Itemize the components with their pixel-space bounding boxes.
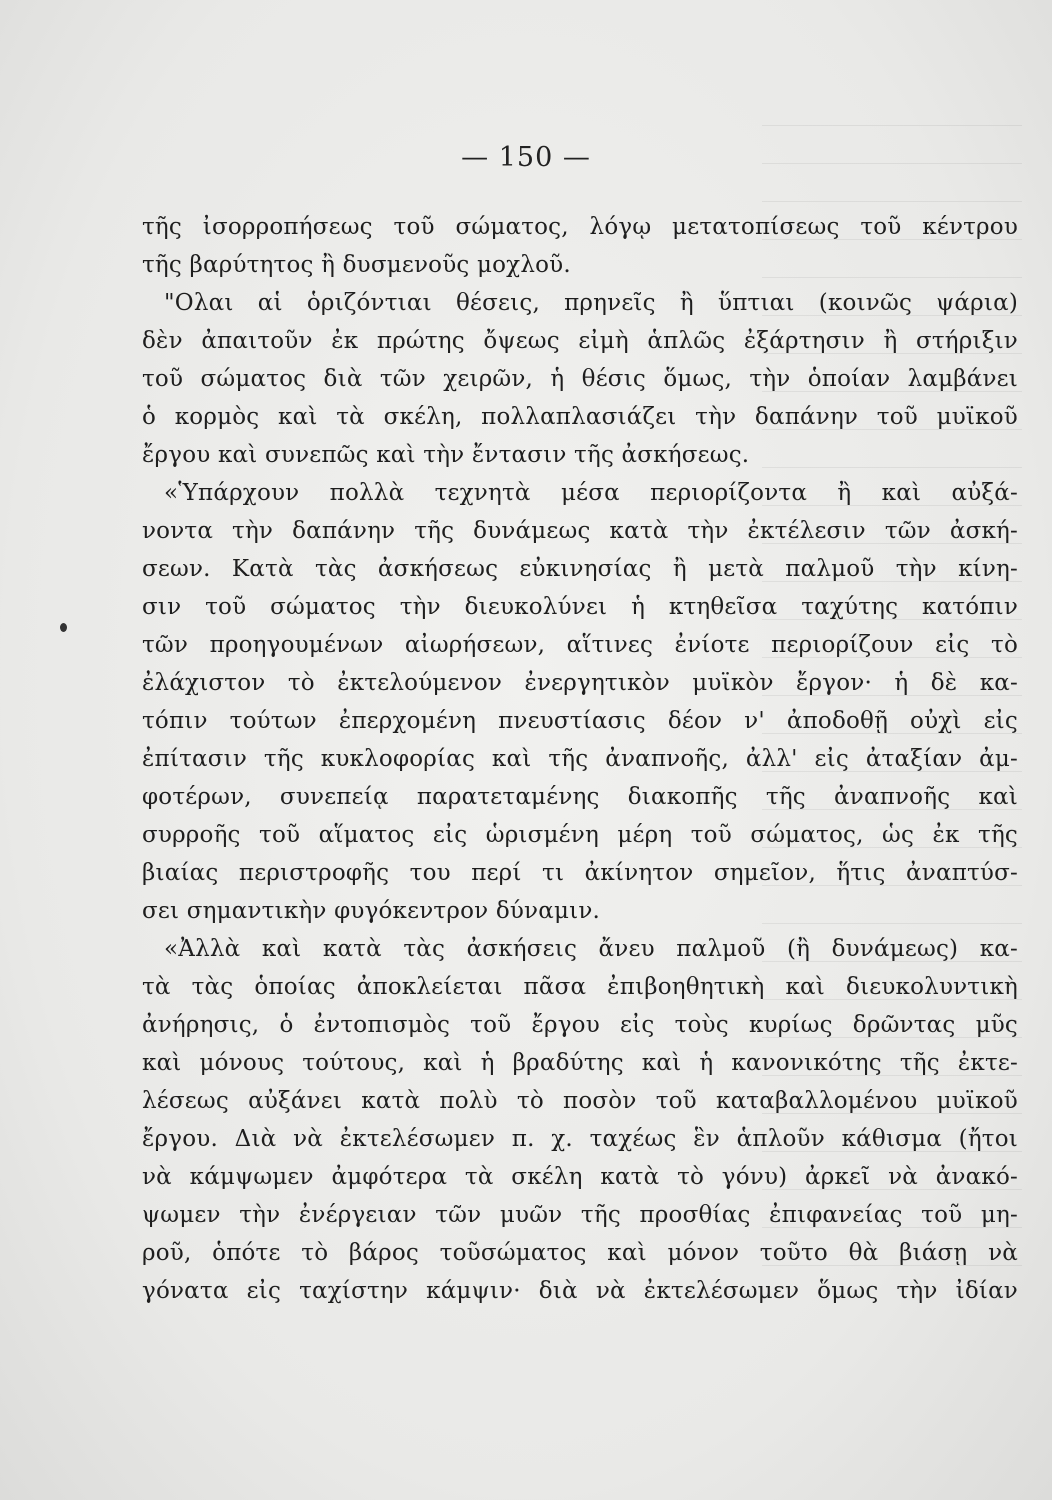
text-line: ἔργου καὶ συνεπῶς καὶ τὴν ἔντασιν τῆς ἀσκήσεως. xyxy=(142,442,750,468)
text-line: σεων. Κατὰ τὰς ἀσκήσεως εὐκινησίας ἢ μετὰ παλμοῦ τὴν κίνη- xyxy=(142,556,1018,582)
text-line: ἔργου. Διὰ νὰ ἐκτελέσωμεν π. χ. ταχέως ἓν ἁπλοῦν κάθισμα (ἤτοι xyxy=(142,1126,1018,1152)
text-line: ψωμεν τὴν ἐνέργειαν τῶν μυῶν τῆς προσθίας ἐπιφανείας τοῦ μη- xyxy=(142,1202,1018,1228)
body-text xyxy=(142,208,1018,1310)
text-line: γόνατα εἰς ταχίστην κάμψιν· διὰ νὰ ἐκτελέσωμεν ὅμως τὴν ἰδίαν xyxy=(142,1278,1018,1304)
text-line: φοτέρων, συνεπείᾳ παρατεταμένης διακοπῆς τῆς ἀναπνοῆς καὶ xyxy=(142,784,1018,810)
text-line: ἐλάχιστον τὸ ἐκτελούμενον ἐνεργητικὸν μυϊκὸν ἔργον· ἡ δὲ κα- xyxy=(142,670,1018,696)
text-line: ὁ κορμὸς καὶ τὰ σκέλη, πολλαπλασιάζει τὴν δαπάνην τοῦ μυϊκοῦ xyxy=(142,404,1018,430)
text-line: τῆς βαρύτητος ἢ δυσμενοῦς μοχλοῦ. xyxy=(142,252,571,278)
text-line: «Ὑπάρχουν πολλὰ τεχνητὰ μέσα περιορίζοντα ἢ καὶ αὐξά- xyxy=(164,480,1018,506)
text-line: τοῦ σώματος διὰ τῶν χειρῶν, ἡ θέσις ὅμως, τὴν ὁποίαν λαμβάνει xyxy=(142,366,1018,392)
text-line: ἀνήρησις, ὁ ἐντοπισμὸς τοῦ ἔργου εἰς τοὺς κυρίως δρῶντας μῦς xyxy=(142,1012,1018,1038)
margin-ink-dot xyxy=(60,623,67,632)
text-line: συρροῆς τοῦ αἵματος εἰς ὡρισμένη μέρη τοῦ σώματος, ὡς ἐκ τῆς xyxy=(142,822,1018,848)
text-line: ἐπίτασιν τῆς κυκλοφορίας καὶ τῆς ἀναπνοῆς, ἀλλ' εἰς ἀταξίαν ἀμ- xyxy=(142,746,1018,772)
text-line: δὲν ἀπαιτοῦν ἐκ πρώτης ὄψεως εἰμὴ ἁπλῶς ἐξάρτησιν ἢ στήριξιν xyxy=(142,328,1018,354)
text-line: καὶ μόνους τούτους, καὶ ἡ βραδύτης καὶ ἡ κανονικότης τῆς ἐκτε- xyxy=(142,1050,1018,1076)
text-line: τῶν προηγουμένων αἰωρήσεων, αἵτινες ἐνίοτε περιορίζουν εἰς τὸ xyxy=(142,632,1018,658)
text-line: σιν τοῦ σώματος τὴν διευκολύνει ἡ κτηθεῖσα ταχύτης κατόπιν xyxy=(142,594,1018,620)
text-line: τόπιν τούτων ἐπερχομένη πνευστίασις δέον ν' ἀποδοθῇ οὐχὶ εἰς xyxy=(142,708,1018,734)
text-line: σει σημαντικὴν φυγόκεντρον δύναμιν. xyxy=(142,898,601,924)
text-line: λέσεως αὐξάνει κατὰ πολὺ τὸ ποσὸν τοῦ καταβαλλομένου μυϊκοῦ xyxy=(142,1088,1018,1114)
text-line: «Ἀλλὰ καὶ κατὰ τὰς ἀσκήσεις ἄνευ παλμοῦ (ἢ δυνάμεως) κα- xyxy=(164,936,1018,962)
text-line: "Ολαι αἱ ὁριζόντιαι θέσεις, πρηνεῖς ἢ ὕπτιαι (κοινῶς ψάρια) xyxy=(164,290,1018,316)
text-line: τὰ τὰς ὁποίας ἀποκλείεται πᾶσα ἐπιβοηθητικὴ καὶ διευκολυντικὴ xyxy=(142,974,1018,1000)
text-line: ροῦ, ὁπότε τὸ βάρος τοῦσώματος καὶ μόνον τοῦτο θὰ βιάσῃ νὰ xyxy=(142,1240,1018,1266)
text-line: τῆς ἰσορροπήσεως τοῦ σώματος, λόγῳ μετατοπίσεως τοῦ κέντρου xyxy=(142,214,1018,240)
text-line: βιαίας περιστροφῆς του περί τι ἀκίνητον σημεῖον, ἥτις ἀναπτύσ- xyxy=(142,860,1018,886)
page-number: — 150 — xyxy=(461,142,591,173)
text-line: νὰ κάμψωμεν ἀμφότερα τὰ σκέλη κατὰ τὸ γόνυ) ἀρκεῖ νὰ ἀνακό- xyxy=(142,1164,1018,1190)
text-line: νοντα τὴν δαπάνην τῆς δυνάμεως κατὰ τὴν ἐκτέλεσιν τῶν ἀσκή- xyxy=(142,518,1018,544)
